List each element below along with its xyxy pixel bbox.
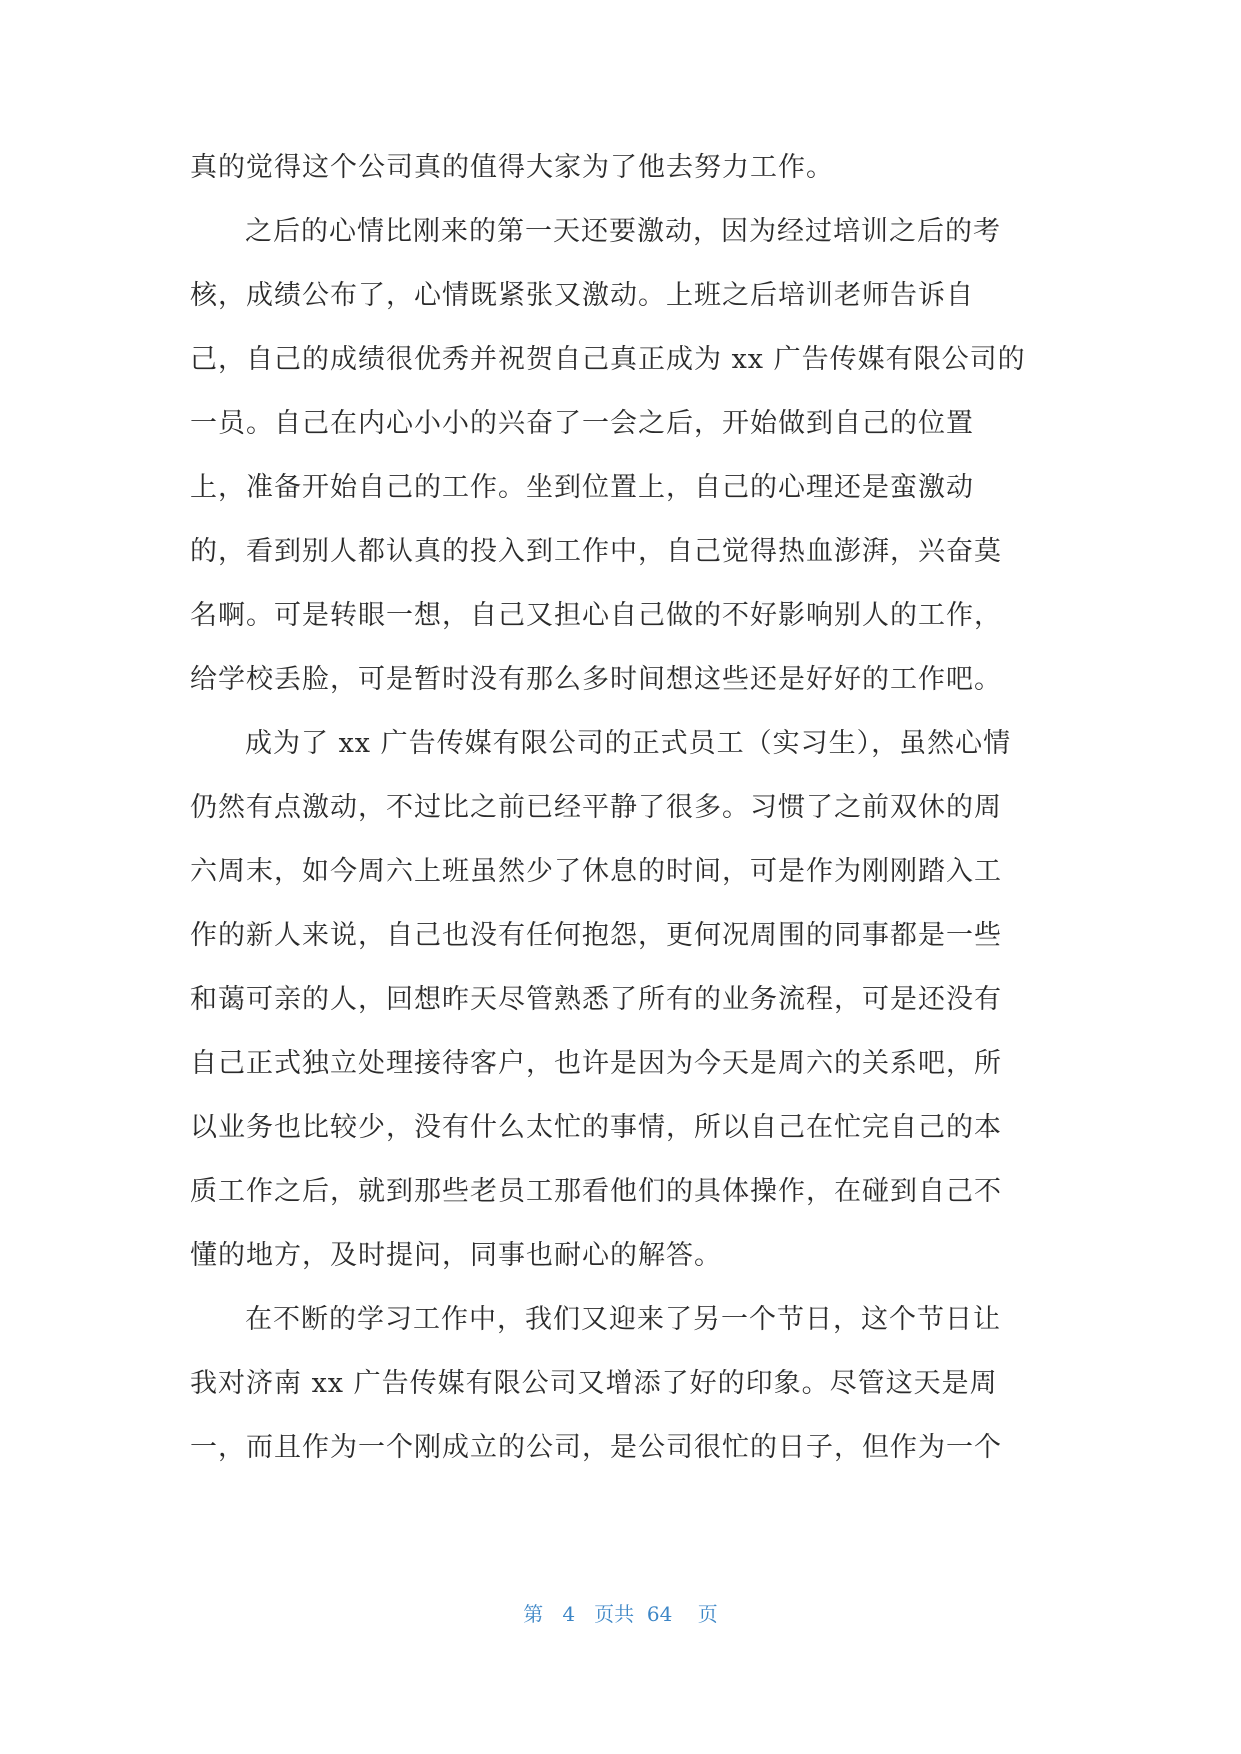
text-line-1: 真的觉得这个公司真的值得大家为了他去努力工作。 [190, 152, 834, 183]
text-line-6: 上，准备开始自己的工作。坐到位置上，自己的心理还是蛮激动 [190, 472, 974, 503]
text-line-12: 六周末，如今周六上班虽然少了休息的时间，可是作为刚刚踏入工 [190, 856, 1002, 887]
text-line-8: 名啊。可是转眼一想，自己又担心自己做的不好影响别人的工作， [190, 600, 1002, 631]
footer-total-pages: 64 [646, 1602, 673, 1626]
text-line-9: 给学校丢脸，可是暂时没有那么多时间想这些还是好好的工作吧。 [190, 664, 1002, 695]
text-line-16: 以业务也比较少，没有什么太忙的事情，所以自己在忙完自己的本 [190, 1112, 1002, 1143]
text-line-13: 作的新人来说，自己也没有任何抱怨，更何况周围的同事都是一些 [190, 920, 1002, 951]
text-line-15: 自己正式独立处理接待客户，也许是因为今天是周六的关系吧，所 [190, 1048, 1002, 1079]
footer-prefix: 第 [523, 1602, 544, 1626]
text-line-7: 的，看到别人都认真的投入到工作中，自己觉得热血澎湃，兴奋莫 [190, 536, 1002, 567]
text-line-19: 在不断的学习工作中，我们又迎来了另一个节日，这个节日让 [245, 1304, 1001, 1335]
footer-middle: 页共 [594, 1602, 635, 1626]
text-line-18: 懂的地方，及时提问，同事也耐心的解答。 [190, 1240, 722, 1271]
page-footer [0, 1598, 1241, 1627]
text-line-21: 一，而且作为一个刚成立的公司，是公司很忙的日子，但作为一个 [190, 1432, 1002, 1463]
text-line-10: 成为了 xx 广告传媒有限公司的正式员工（实习生），虽然心情 [245, 728, 1012, 759]
text-line-20: 我对济南 xx 广告传媒有限公司又增添了好的印象。尽管这天是周 [190, 1368, 998, 1399]
text-line-4: 己，自己的成绩很优秀并祝贺自己真正成为 xx 广告传媒有限公司的 [190, 344, 1026, 375]
text-line-3: 核，成绩公布了，心情既紧张又激动。上班之后培训老师告诉自 [190, 280, 974, 311]
text-line-14: 和蔼可亲的人，回想昨天尽管熟悉了所有的业务流程，可是还没有 [190, 984, 1002, 1015]
text-line-2: 之后的心情比刚来的第一天还要激动，因为经过培训之后的考 [245, 216, 1001, 247]
text-line-5: 一员。自己在内心小小的兴奋了一会之后，开始做到自己的位置 [190, 408, 974, 439]
footer-suffix: 页 [697, 1602, 718, 1626]
footer-page-number: 4 [562, 1602, 576, 1626]
text-line-17: 质工作之后，就到那些老员工那看他们的具体操作，在碰到自己不 [190, 1176, 1002, 1207]
text-line-11: 仍然有点激动，不过比之前已经平静了很多。习惯了之前双休的周 [190, 792, 1002, 823]
